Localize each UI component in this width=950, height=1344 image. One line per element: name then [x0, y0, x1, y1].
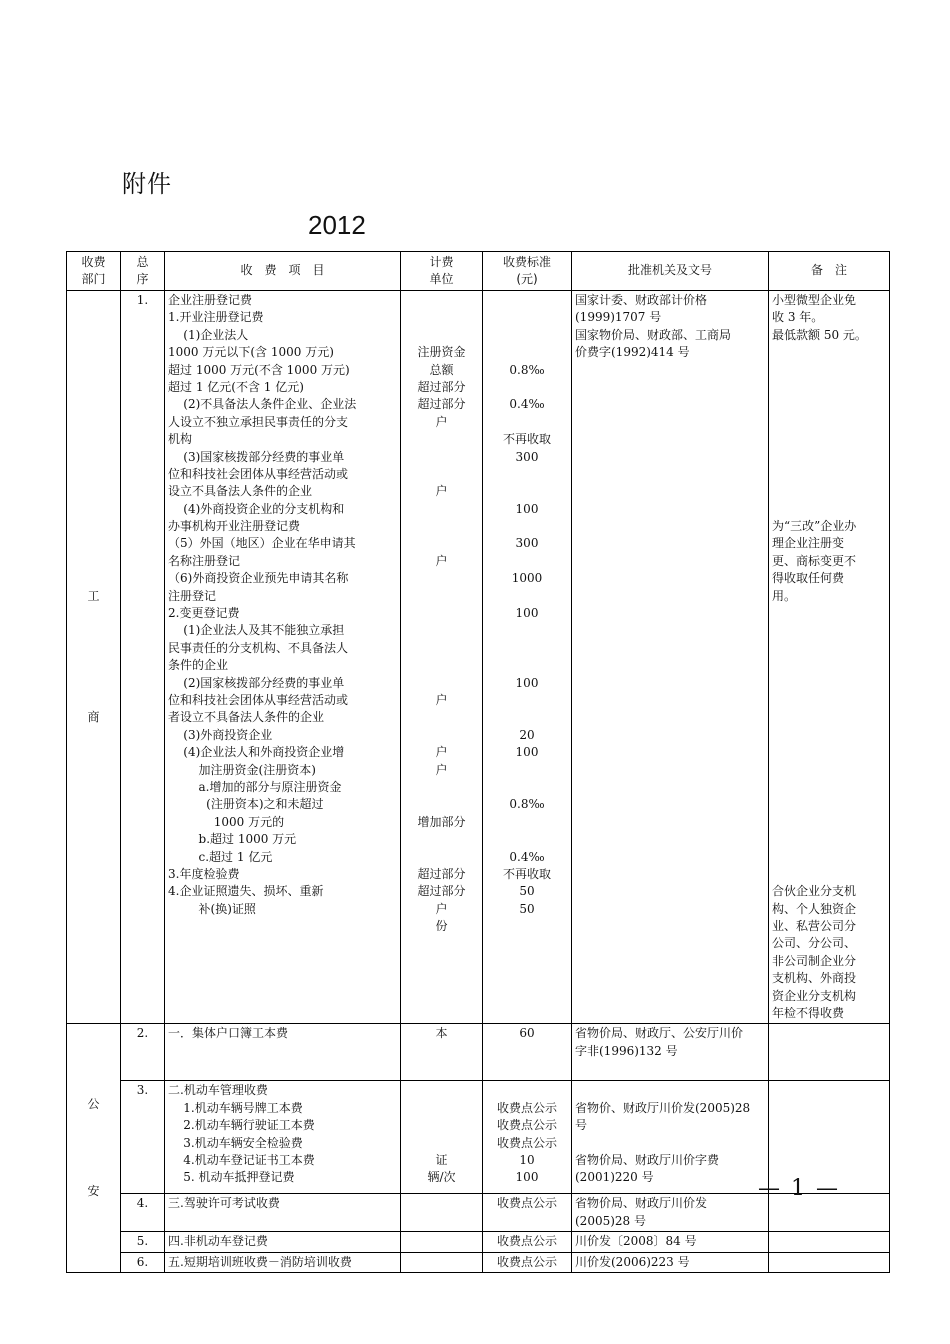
cell-line — [486, 762, 568, 779]
cell-line: (2)不具备法人条件企业、企业法 — [168, 397, 357, 412]
standard-cell — [483, 1194, 572, 1232]
cell-line: 名称注册登记 — [168, 553, 241, 568]
cell-line — [575, 1135, 765, 1152]
document-year: 2012 — [308, 210, 366, 240]
cell-line: 单位 — [429, 272, 454, 286]
remark-cell — [769, 1252, 890, 1272]
cell-line: 备 注 — [810, 263, 847, 278]
cell-line: a.增加的部分与原注册资金 — [168, 779, 342, 794]
cell-line — [772, 796, 886, 813]
cell-line: 省物价、财政厅川价发(2005)28 — [575, 1100, 751, 1115]
cell-line: 收费点公示 — [496, 1234, 557, 1249]
cell-line — [772, 605, 886, 622]
cell-line — [772, 501, 886, 518]
cell-line — [772, 379, 886, 396]
cell-line: 设立不具备法人条件的企业 — [168, 484, 313, 499]
cell-line: 超过 1000 万元(不含 1000 万元) — [168, 362, 350, 377]
cell-line: 5. — [136, 1234, 149, 1249]
header-remark — [769, 252, 890, 291]
cell-line: 加注册资金(注册资本) — [168, 762, 316, 777]
cell-line: (1999)1707 号 — [575, 310, 662, 325]
cell-line — [486, 292, 568, 309]
cell-line: 条件的企业 — [168, 658, 229, 673]
cell-line — [772, 483, 886, 500]
cell-line — [772, 831, 886, 848]
cell-line: 非公司制企业分 — [772, 953, 857, 968]
standard-cell — [483, 291, 572, 1024]
cell-line: (3)国家核拨部分经费的事业单 — [168, 449, 345, 464]
fee-table — [66, 251, 890, 1273]
cell-line: 5. 机动车抵押登记费 — [168, 1170, 295, 1185]
cell-line: (注册资本)之和未超过 — [168, 797, 324, 812]
cell-line — [772, 814, 886, 831]
cell-line: 辆/次 — [427, 1170, 456, 1185]
standard-cell — [483, 1081, 572, 1194]
cell-line: 收费点公示 — [496, 1100, 557, 1115]
cell-line: 60 — [519, 1026, 535, 1041]
cell-line — [486, 779, 568, 796]
cell-line — [772, 692, 886, 709]
cell-line: 位和科技社会团体从事经营活动或 — [168, 692, 349, 707]
cell-line: 收费点公示 — [496, 1254, 557, 1269]
cell-line — [404, 849, 479, 866]
cell-line: 更、商标变更不 — [772, 553, 857, 568]
cell-line: （5）外国（地区）企业在华申请其 — [168, 536, 356, 551]
cell-line: 2.机动车辆行驶证工本费 — [168, 1118, 315, 1133]
cell-line — [404, 1254, 479, 1271]
cell-line — [404, 449, 479, 466]
cell-line: (2)国家核拨部分经费的事业单 — [168, 675, 345, 690]
cell-line — [404, 1082, 479, 1099]
cell-line — [772, 762, 886, 779]
cell-line: 3.年度检验费 — [168, 866, 240, 881]
cell-line — [404, 796, 479, 813]
cell-line — [486, 327, 568, 344]
cell-line — [486, 622, 568, 639]
cell-line — [404, 622, 479, 639]
cell-line — [70, 675, 117, 692]
cell-line: 号 — [575, 1118, 588, 1133]
cell-line: 户 — [435, 484, 448, 499]
cell-line: 不再收取 — [502, 866, 551, 881]
cell-line: 收费点公示 — [496, 1135, 557, 1150]
cell-line: 50 — [519, 884, 535, 899]
cell-line — [772, 1082, 886, 1099]
cell-line: 注册资金 — [417, 345, 466, 360]
cell-line — [772, 622, 886, 639]
cell-line: 1. — [136, 293, 149, 307]
cell-line: 计费 — [429, 254, 454, 269]
cell-line — [404, 640, 479, 657]
unit-cell — [401, 1194, 483, 1232]
cell-line: (4)企业法人和外商投资企业增 — [168, 745, 345, 760]
cell-line — [404, 1195, 479, 1212]
cell-line: 民事责任的分支机构、不具备法人 — [168, 640, 349, 655]
cell-line: 位和科技社会团体从事经营活动或 — [168, 466, 349, 481]
cell-line: 年检不得收费 — [772, 1006, 845, 1021]
cell-line — [70, 605, 117, 622]
cell-line: 0.8‰ — [509, 797, 545, 812]
cell-line: 1000 万元以下(含 1000 万元) — [168, 345, 334, 360]
cell-line: 超过部分 — [417, 379, 466, 394]
cell-line — [404, 466, 479, 483]
cell-line — [404, 657, 479, 674]
table-row — [67, 1252, 890, 1272]
seq-cell — [121, 1232, 165, 1252]
cell-line — [404, 327, 479, 344]
cell-line — [772, 431, 886, 448]
cell-line: 省物价局、财政厅川价发 — [575, 1196, 708, 1211]
cell-line: 收 费 项 目 — [240, 263, 325, 278]
seq-cell — [121, 291, 165, 1024]
cell-line — [404, 675, 479, 692]
cell-line — [772, 640, 886, 657]
item-cell — [165, 1081, 401, 1194]
cell-line: 超过部分 — [417, 866, 466, 881]
cell-line — [486, 483, 568, 500]
approval-cell — [572, 1194, 769, 1232]
standard-cell — [483, 1232, 572, 1252]
seq-cell — [121, 1194, 165, 1232]
cell-line: 2. — [136, 1026, 149, 1041]
dept-cell-ga — [67, 1024, 121, 1273]
cell-line — [404, 535, 479, 552]
table-header-row — [67, 252, 890, 291]
cell-line — [404, 1117, 479, 1134]
cell-line: 三.驾驶许可考试收费 — [168, 1196, 280, 1211]
cell-line — [404, 292, 479, 309]
cell-line — [486, 709, 568, 726]
cell-line: 为“三改”企业办 — [772, 519, 857, 534]
cell-line: 总额 — [429, 362, 454, 377]
cell-line — [70, 1113, 117, 1130]
cell-line — [772, 709, 886, 726]
approval-cell — [572, 1024, 769, 1081]
cell-line — [772, 744, 886, 761]
cell-line: 证 — [435, 1152, 448, 1167]
cell-line: 份 — [435, 919, 448, 934]
cell-line: (元) — [516, 272, 538, 286]
page-number: — 1 — — [758, 1176, 840, 1201]
cell-line — [772, 866, 886, 883]
cell-line — [70, 640, 117, 657]
cell-line — [772, 727, 886, 744]
cell-line — [486, 588, 568, 605]
cell-line: c.超过 1 亿元 — [168, 849, 273, 864]
cell-line: 资企业分支机构 — [772, 988, 857, 1003]
cell-line: 二.机动车管理收费 — [168, 1083, 268, 1098]
cell-line: 收费点公示 — [496, 1118, 557, 1133]
cell-line: 注册登记 — [168, 588, 217, 603]
header-item — [165, 252, 401, 291]
cell-line: 企业注册登记费 — [168, 293, 253, 307]
table-row — [67, 1024, 890, 1081]
cell-line: 理企业注册变 — [772, 536, 845, 551]
cell-line: 本 — [435, 1026, 448, 1041]
cell-line: (2001)220 号 — [575, 1170, 654, 1185]
cell-line — [772, 466, 886, 483]
cell-line — [772, 657, 886, 674]
cell-line: 2.变更登记费 — [168, 606, 240, 621]
cell-line: b.超过 1000 万元 — [168, 832, 297, 847]
cell-line: 4. — [136, 1196, 149, 1211]
cell-line: 10 — [519, 1152, 535, 1167]
cell-line: 收费标准 — [502, 254, 551, 269]
cell-line — [772, 779, 886, 796]
unit-cell — [401, 1252, 483, 1272]
remark-cell — [769, 1024, 890, 1081]
cell-line — [772, 344, 886, 361]
cell-line: (1)企业法人及其不能独立承担 — [168, 623, 345, 638]
header-seq — [121, 252, 165, 291]
item-cell — [165, 1024, 401, 1081]
cell-line — [404, 727, 479, 744]
cell-line: 构、个人独资企 — [772, 901, 857, 916]
cell-line: 价费字(1992)414 号 — [575, 345, 690, 360]
header-standard — [483, 252, 572, 291]
cell-line — [486, 553, 568, 570]
cell-line: 支机构、外商投 — [772, 971, 857, 986]
cell-line — [772, 675, 886, 692]
cell-line — [772, 414, 886, 431]
cell-line: 川价发〔2008〕84 号 — [575, 1234, 697, 1249]
cell-line: 收费点公示 — [496, 1196, 557, 1211]
cell-line: 3.机动车辆安全检验费 — [168, 1135, 303, 1150]
cell-line: 小型微型企业免 — [772, 293, 857, 307]
cell-line: 6. — [136, 1254, 149, 1269]
cell-line — [486, 379, 568, 396]
cell-line: 国家物价局、财政部、工商局 — [575, 327, 732, 342]
cell-line: 办事机构开业注册登记费 — [168, 519, 301, 534]
cell-line: 100 — [515, 606, 539, 621]
item-cell — [165, 291, 401, 1024]
cell-line — [486, 309, 568, 326]
cell-line: 100 — [515, 1170, 539, 1185]
cell-line: 不再收取 — [502, 432, 551, 447]
cell-line: 收费 — [81, 254, 106, 269]
item-cell — [165, 1194, 401, 1232]
cell-line: 序 — [136, 272, 149, 286]
cell-line — [772, 362, 886, 379]
cell-line: 户 — [435, 692, 448, 707]
cell-line — [486, 1082, 568, 1099]
cell-line — [404, 431, 479, 448]
cell-line — [404, 309, 479, 326]
cell-line: 户 — [435, 745, 448, 760]
cell-line: 人设立不独立承担民事责任的分支 — [168, 414, 349, 429]
cell-line: 商 — [87, 710, 100, 725]
cell-line — [772, 1254, 886, 1271]
cell-line — [404, 570, 479, 587]
cell-line: 户 — [435, 901, 448, 916]
seq-cell — [121, 1252, 165, 1272]
cell-line: 收 3 年。 — [772, 310, 824, 325]
cell-line — [772, 849, 886, 866]
cell-line: 0.4‰ — [509, 397, 545, 412]
cell-line — [772, 1233, 886, 1250]
remark-cell — [769, 291, 890, 1024]
cell-line: 省物价局、财政厅、公安厅川价 — [575, 1026, 744, 1041]
cell-line — [70, 1131, 117, 1148]
cell-line: 1000 万元的 — [168, 814, 285, 829]
cell-line — [404, 588, 479, 605]
cell-line — [404, 605, 479, 622]
cell-line: 超过 1 亿元(不含 1 亿元) — [168, 379, 304, 394]
cell-line: 50 — [519, 901, 535, 916]
cell-line: 国家计委、财政部计价格 — [575, 293, 708, 307]
cell-line: 五.短期培训班收费－消防培训收费 — [168, 1254, 352, 1269]
cell-line — [486, 640, 568, 657]
cell-line: 得收取任何费 — [772, 571, 845, 586]
cell-line — [404, 709, 479, 726]
cell-line: 超过部分 — [417, 884, 466, 899]
cell-line: 补(换)证照 — [168, 901, 256, 916]
cell-line: 户 — [435, 553, 448, 568]
approval-cell — [572, 291, 769, 1024]
unit-cell — [401, 1081, 483, 1194]
cell-line: 省物价局、财政厅川价字费 — [575, 1152, 720, 1167]
cell-line: 超过部分 — [417, 397, 466, 412]
cell-line: 增加部分 — [417, 814, 466, 829]
cell-line — [486, 414, 568, 431]
cell-line: 用。 — [772, 588, 797, 603]
cell-line: (2005)28 号 — [575, 1213, 646, 1228]
cell-line: 字非(1996)132 号 — [575, 1043, 678, 1058]
cell-line: 20 — [519, 727, 535, 742]
cell-line — [575, 1082, 765, 1099]
cell-line: 一．集体户口簿工本费 — [168, 1026, 289, 1041]
header-approval — [572, 252, 769, 291]
table-row — [67, 291, 890, 1024]
cell-line — [404, 1135, 479, 1152]
unit-cell — [401, 291, 483, 1024]
cell-line — [404, 1100, 479, 1117]
cell-line — [486, 466, 568, 483]
cell-line — [486, 518, 568, 535]
cell-line: 1.机动车辆号牌工本费 — [168, 1100, 303, 1115]
cell-line — [70, 622, 117, 639]
unit-cell — [401, 1232, 483, 1252]
cell-line: 300 — [515, 536, 539, 551]
table-row — [67, 1232, 890, 1252]
cell-line — [404, 1233, 479, 1250]
cell-line: 公司、分公司、 — [772, 936, 857, 951]
cell-line — [772, 449, 886, 466]
item-cell — [165, 1232, 401, 1252]
remark-cell — [769, 1232, 890, 1252]
approval-cell — [572, 1081, 769, 1194]
cell-line: (1)企业法人 — [168, 327, 249, 342]
cell-line: 1000 — [511, 571, 543, 586]
header-unit — [401, 252, 483, 291]
cell-line: 户 — [435, 414, 448, 429]
cell-line: (3)外商投资企业 — [168, 727, 273, 742]
cell-line: 1.开业注册登记费 — [168, 310, 264, 325]
cell-line — [70, 1166, 117, 1183]
cell-line: 者设立不具备法人条件的企业 — [168, 710, 325, 725]
cell-line: 100 — [515, 675, 539, 690]
standard-cell — [483, 1252, 572, 1272]
cell-line — [404, 831, 479, 848]
cell-line: （6)外商投资企业预先申请其名称 — [168, 571, 349, 586]
seq-cell — [121, 1024, 165, 1081]
cell-line: 0.8‰ — [509, 362, 545, 377]
cell-line: 安 — [87, 1184, 100, 1198]
approval-cell — [572, 1252, 769, 1272]
cell-line — [486, 831, 568, 848]
cell-line: 四.非机动车登记费 — [168, 1234, 268, 1249]
cell-line: 最低款额 50 元。 — [772, 327, 867, 342]
approval-cell — [572, 1232, 769, 1252]
cell-line: 公 — [87, 1096, 100, 1111]
cell-line — [486, 344, 568, 361]
cell-line: 合伙企业分支机 — [772, 884, 857, 899]
cell-line — [404, 518, 479, 535]
cell-line — [70, 692, 117, 709]
cell-line — [404, 501, 479, 518]
cell-line: 300 — [515, 449, 539, 464]
cell-line: 4.企业证照遗失、损坏、重新 — [168, 884, 324, 899]
cell-line: 户 — [435, 762, 448, 777]
dept-cell-ic — [67, 291, 121, 1024]
cell-line: 3. — [136, 1083, 149, 1098]
cell-line: (4)外商投资企业的分支机构和 — [168, 501, 345, 516]
cell-line: 业、私营公司分 — [772, 919, 857, 934]
cell-line — [486, 657, 568, 674]
cell-line: 机构 — [168, 432, 193, 447]
header-dept — [67, 252, 121, 291]
cell-line — [486, 814, 568, 831]
cell-line — [70, 1148, 117, 1165]
cell-line: 工 — [87, 588, 100, 603]
cell-line: 100 — [515, 745, 539, 760]
attachment-label: 附件 — [122, 170, 172, 198]
seq-cell — [121, 1081, 165, 1194]
cell-line: 100 — [515, 501, 539, 516]
cell-line: 4.机动车登记证书工本费 — [168, 1152, 315, 1167]
cell-line: 总 — [136, 254, 149, 269]
standard-cell — [483, 1024, 572, 1081]
unit-cell — [401, 1024, 483, 1081]
cell-line: 部门 — [81, 272, 106, 286]
cell-line — [404, 779, 479, 796]
cell-line — [486, 692, 568, 709]
cell-line: 川价发(2006)223 号 — [575, 1254, 690, 1269]
item-cell — [165, 1252, 401, 1272]
cell-line — [772, 1025, 886, 1042]
cell-line: 批准机关及文号 — [627, 263, 712, 278]
cell-line — [70, 657, 117, 674]
cell-line — [772, 396, 886, 413]
cell-line: 0.4‰ — [509, 849, 545, 864]
